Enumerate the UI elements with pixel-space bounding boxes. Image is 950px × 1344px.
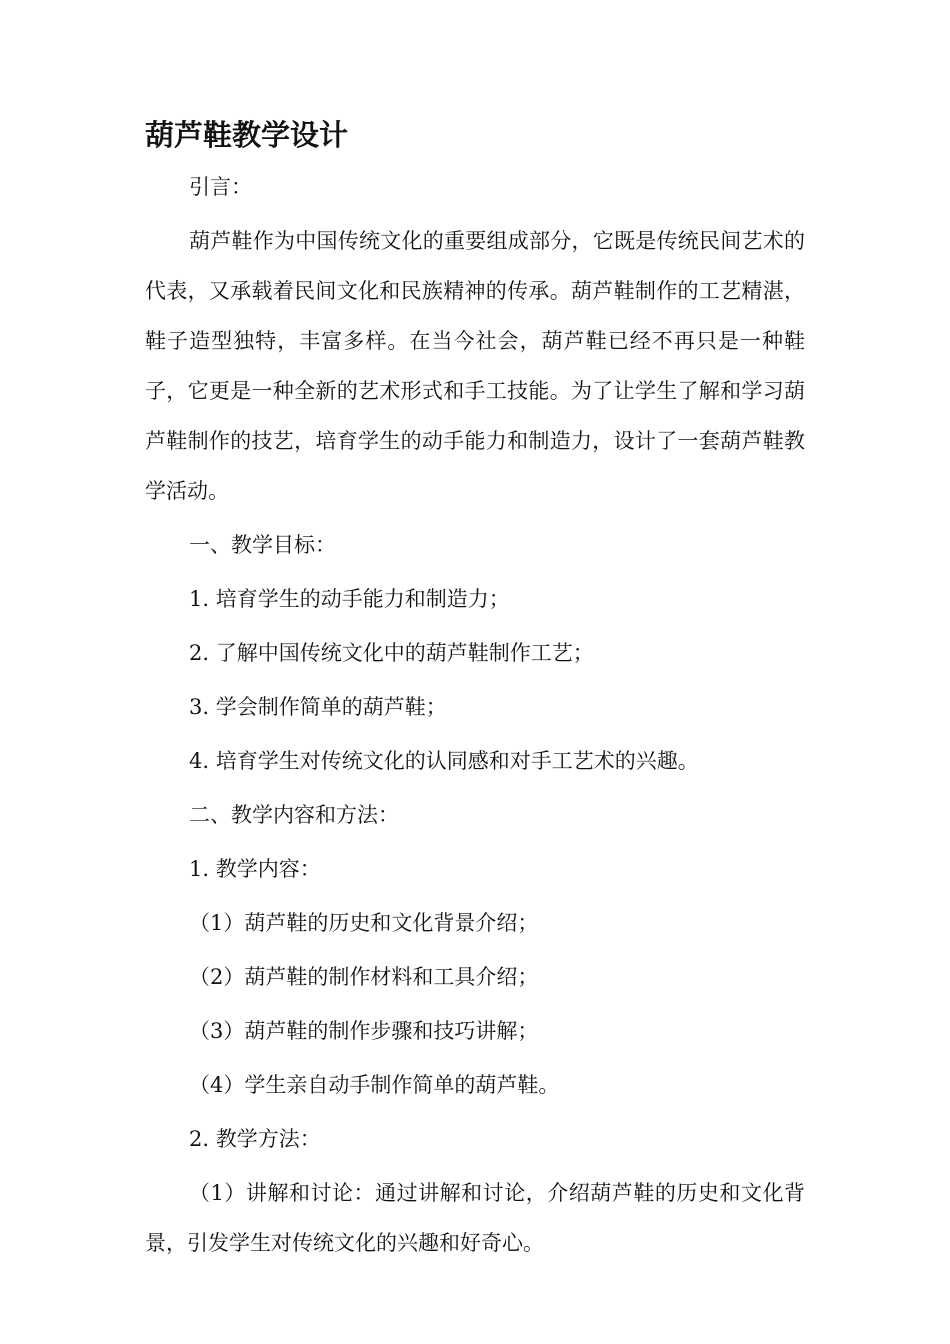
intro-paragraph: 葫芦鞋作为中国传统文化的重要组成部分，它既是传统民间艺术的代表，又承载着民间文化和民族精神的传承。葫芦鞋制作的工艺精湛，鞋子造型独特，丰富多样。在当今社会，葫芦鞋已经不再只是一种鞋子，它更是一种全新的艺术形式和手工技能。为了让学生了解和学习葫芦鞋制作的技艺，培育学生的动手能力和制造力，设计了一套葫芦鞋教学活动。	[145, 229, 805, 503]
method-title: 2. 教学方法：	[189, 1127, 321, 1151]
goal-item: 4. 培育学生对传统文化的认同感和对手工艺术的兴趣。	[189, 749, 699, 773]
goal-item: 2. 了解中国传统文化中的葫芦鞋制作工艺；	[189, 641, 594, 665]
document-title: 葫芦鞋教学设计	[145, 118, 349, 152]
content-title: 1. 教学内容：	[189, 857, 321, 881]
content-item: （1）葫芦鞋的历史和文化背景介绍；	[189, 911, 539, 935]
goal-item: 1. 培育学生的动手能力和制造力；	[189, 587, 510, 611]
content-item: （2）葫芦鞋的制作材料和工具介绍；	[189, 965, 539, 989]
document-page	[145, 110, 805, 1272]
goal-item: 3. 学会制作简单的葫芦鞋；	[189, 695, 447, 719]
section-title-goals: 一、教学目标：	[189, 533, 336, 557]
content-item: （3）葫芦鞋的制作步骤和技巧讲解；	[189, 1019, 539, 1043]
section-title-content-methods: 二、教学内容和方法：	[189, 803, 399, 827]
method-item: （1）讲解和讨论：通过讲解和讨论，介绍葫芦鞋的历史和文化背景，引发学生对传统文化的兴趣和好奇心。	[145, 1181, 805, 1255]
content-item: （4）学生亲自动手制作简单的葫芦鞋。	[189, 1073, 560, 1097]
intro-label: 引言：	[189, 175, 252, 199]
